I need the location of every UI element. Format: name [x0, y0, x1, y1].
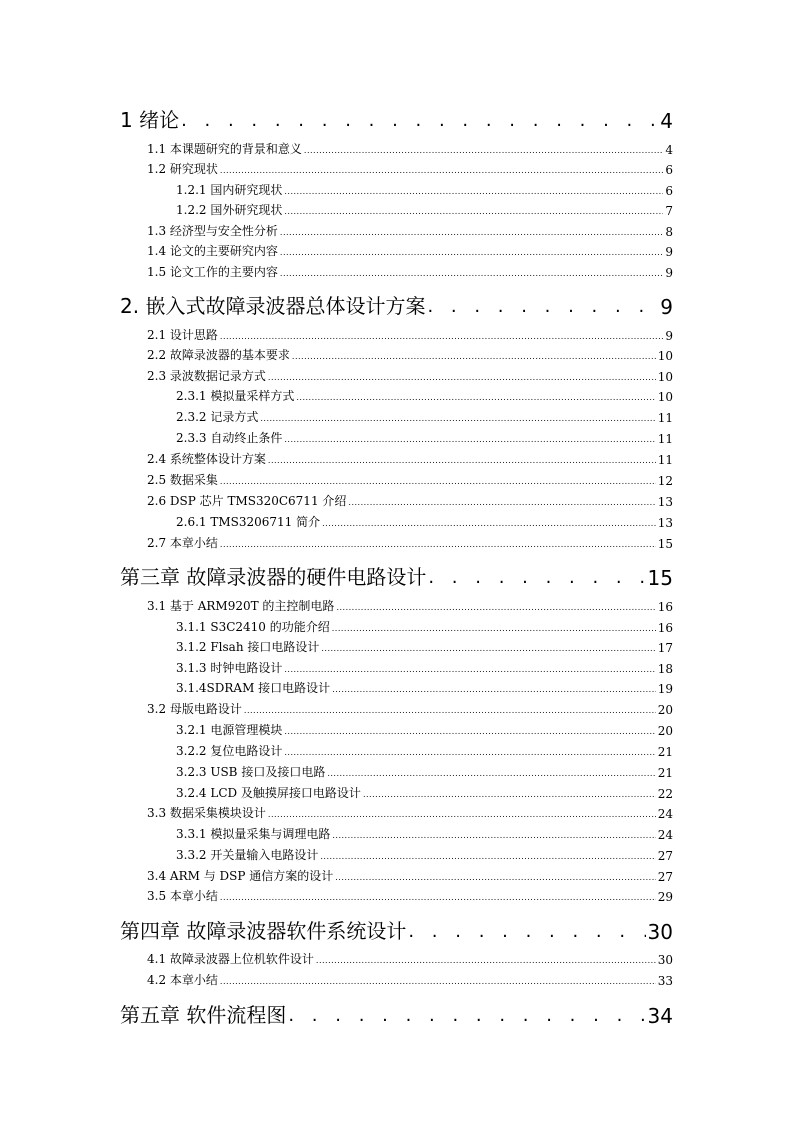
toc-section-entry[interactable] [176, 741, 673, 759]
toc-entry-page-number: 12 [657, 474, 673, 488]
dot-leader [332, 832, 655, 842]
dot-leader [220, 978, 656, 988]
dot-leader [268, 457, 656, 467]
toc-section-entry[interactable] [176, 180, 673, 198]
toc-entry-title: 1.2.2 国外研究现状 [176, 203, 283, 217]
dot-leader [244, 707, 656, 717]
toc-entry-page-number: 15 [657, 537, 673, 551]
toc-entry-page-number: 30 [657, 953, 673, 967]
dot-leader [220, 333, 663, 343]
toc-entry-title: 2.3.2 记录方式 [176, 410, 259, 424]
toc-chapter-entry[interactable] [120, 998, 673, 1028]
dot-leader [284, 749, 655, 759]
toc-section-entry[interactable] [147, 262, 673, 280]
toc-entry-page-number: 20 [657, 724, 673, 738]
toc-entry-page-number: 21 [657, 766, 673, 780]
toc-entry-title: 4.1 故障录波器上位机软件设计 [147, 952, 314, 966]
toc-chapter-entry[interactable] [120, 914, 673, 944]
toc-entry-page-number: 19 [657, 682, 673, 696]
toc-entry-title: 2.6.1 TMS3206711 简介 [176, 515, 321, 529]
toc-entry-page-number: 11 [657, 432, 673, 446]
toc-entry-title: 3.3.1 模拟量采集与调理电路 [176, 827, 331, 841]
toc-section-entry[interactable] [147, 491, 673, 509]
toc-entry-title: 2. 嵌入式故障录波器总体设计方案 [120, 294, 426, 318]
toc-entry-page-number: 29 [657, 890, 673, 904]
toc-section-entry[interactable] [147, 241, 673, 259]
dot-leader [181, 111, 658, 133]
toc-entry-title: 4.2 本章小结 [147, 973, 218, 987]
toc-section-entry[interactable] [147, 803, 673, 821]
toc-section-entry[interactable] [147, 449, 673, 467]
toc-section-entry[interactable] [176, 720, 673, 738]
toc-section-entry[interactable] [176, 407, 673, 425]
toc-entry-page-number: 9 [665, 266, 673, 280]
dot-leader [348, 499, 655, 509]
toc-entry-title: 2.3.1 模拟量采样方式 [176, 389, 295, 403]
toc-entry-page-number: 11 [657, 411, 673, 425]
toc-entry-title: 3.4 ARM 与 DSP 通信方案的设计 [147, 869, 334, 883]
dot-leader [322, 520, 656, 530]
dot-leader [220, 478, 656, 488]
dot-leader [284, 728, 655, 738]
dot-leader [427, 297, 658, 319]
toc-entry-title: 3.3 数据采集模块设计 [147, 806, 266, 820]
toc-entry-page-number: 16 [657, 621, 673, 635]
dot-leader [316, 957, 656, 967]
dot-leader [296, 394, 655, 404]
toc-section-entry[interactable] [147, 221, 673, 239]
toc-entry-title: 2.1 设计思路 [147, 328, 218, 342]
toc-section-entry[interactable] [176, 678, 673, 696]
toc-entry-title: 1 绪论 [120, 108, 180, 132]
toc-section-entry[interactable] [147, 866, 673, 884]
toc-section-entry[interactable] [176, 762, 673, 780]
toc-section-entry[interactable] [147, 699, 673, 717]
toc-entry-page-number: 4 [665, 143, 673, 157]
toc-entry-title: 2.4 系统整体设计方案 [147, 452, 266, 466]
toc-section-entry[interactable] [176, 824, 673, 842]
toc-entry-title: 3.2 母版电路设计 [147, 702, 242, 716]
toc-section-entry[interactable] [147, 366, 673, 384]
toc-entry-page-number: 10 [657, 370, 673, 384]
toc-entry-title: 3.1.2 Flsah 接口电路设计 [176, 640, 320, 654]
toc-entry-title: 3.1 基于 ARM920T 的主控制电路 [147, 599, 335, 613]
toc-entry-title: 3.1.1 S3C2410 的功能介绍 [176, 620, 330, 634]
toc-section-entry[interactable] [147, 533, 673, 551]
dot-leader [220, 541, 656, 551]
dot-leader [220, 894, 656, 904]
toc-entry-title: 2.7 本章小结 [147, 536, 218, 550]
toc-entry-page-number: 33 [657, 974, 673, 988]
toc-entry-title: 3.3.2 开关量输入电路设计 [176, 848, 319, 862]
toc-section-entry[interactable] [176, 428, 673, 446]
toc-entry-page-number: 15 [647, 566, 673, 590]
toc-entry-page-number: 27 [657, 870, 673, 884]
toc-entry-page-number: 10 [657, 390, 673, 404]
toc-section-entry[interactable] [176, 658, 673, 676]
dot-leader [268, 374, 656, 384]
toc-entry-page-number: 24 [657, 828, 673, 842]
dot-leader [336, 604, 655, 614]
dot-leader [284, 188, 663, 198]
toc-section-entry[interactable] [147, 470, 673, 488]
toc-entry-title: 2.5 数据采集 [147, 473, 218, 487]
toc-entry-page-number: 34 [647, 1004, 673, 1028]
toc-entry-title: 3.1.3 时钟电路设计 [176, 661, 283, 675]
toc-entry-page-number: 20 [657, 703, 673, 717]
dot-leader [288, 1006, 645, 1028]
toc-entry-page-number: 6 [665, 163, 673, 177]
toc-entry-title: 3.2.1 电源管理模块 [176, 723, 283, 737]
dot-leader [280, 270, 663, 280]
dot-leader [304, 147, 663, 157]
toc-entry-page-number: 16 [657, 600, 673, 614]
toc-entry-title: 3.2.2 复位电路设计 [176, 744, 283, 758]
toc-entry-page-number: 27 [657, 849, 673, 863]
toc-section-entry[interactable] [176, 617, 673, 635]
toc-entry-title: 2.3.3 自动终止条件 [176, 431, 283, 445]
toc-section-entry[interactable] [176, 200, 673, 218]
toc-entry-title: 第三章 故障录波器的硬件电路设计 [120, 565, 427, 589]
toc-entry-page-number: 9 [660, 295, 673, 319]
toc-entry-title: 1.4 论文的主要研究内容 [147, 244, 278, 258]
toc-entry-page-number: 22 [657, 787, 673, 801]
dot-leader [363, 791, 656, 801]
toc-entry-title: 3.1.4SDRAM 接口电路设计 [176, 681, 331, 695]
toc-entry-page-number: 10 [657, 349, 673, 363]
dot-leader [260, 415, 655, 425]
toc-entry-title: 1.2 研究现状 [147, 162, 218, 176]
toc-entry-title: 1.2.1 国内研究现状 [176, 183, 283, 197]
toc-entry-title: 第五章 软件流程图 [120, 1003, 287, 1027]
toc-entry-title: 2.6 DSP 芯片 TMS320C6711 介绍 [147, 494, 347, 508]
toc-section-entry[interactable] [176, 512, 673, 530]
toc-entry-title: 2.3 录波数据记录方式 [147, 369, 266, 383]
toc-entry-page-number: 18 [657, 662, 673, 676]
dot-leader [335, 874, 655, 884]
dot-leader [284, 666, 655, 676]
toc-entry-page-number: 7 [665, 204, 673, 218]
toc-entry-page-number: 6 [665, 184, 673, 198]
dot-leader [428, 568, 645, 590]
toc-entry-page-number: 9 [665, 245, 673, 259]
toc-entry-title: 2.2 故障录波器的基本要求 [147, 348, 290, 362]
dot-leader [268, 811, 656, 821]
toc-section-entry[interactable] [147, 886, 673, 904]
toc-entry-page-number: 4 [660, 109, 673, 133]
toc-chapter-entry[interactable] [120, 560, 673, 590]
toc-entry-page-number: 30 [647, 920, 673, 944]
toc-entry-page-number: 21 [657, 745, 673, 759]
toc-section-entry[interactable] [176, 386, 673, 404]
dot-leader [332, 625, 656, 635]
dot-leader [292, 353, 656, 363]
toc-entry-page-number: 9 [665, 329, 673, 343]
toc-section-entry[interactable] [176, 783, 673, 801]
toc-entry-page-number: 17 [657, 641, 673, 655]
dot-leader [327, 770, 655, 780]
toc-entry-title: 1.1 本课题研究的背景和意义 [147, 142, 302, 156]
toc-section-entry[interactable] [147, 325, 673, 343]
toc-entry-page-number: 24 [657, 807, 673, 821]
dot-leader [332, 686, 656, 696]
toc-entry-page-number: 8 [665, 225, 673, 239]
toc-entry-page-number: 13 [657, 495, 673, 509]
dot-leader [280, 249, 663, 259]
toc-chapter-entry[interactable] [120, 103, 673, 133]
dot-leader [220, 167, 663, 177]
toc-section-entry[interactable] [147, 139, 673, 157]
toc-entry-title: 1.5 论文工作的主要内容 [147, 265, 278, 279]
toc-entry-title: 3.2.3 USB 接口及接口电路 [176, 765, 326, 779]
dot-leader [321, 645, 655, 655]
dot-leader [284, 436, 655, 446]
toc-entry-title: 1.3 经济型与安全性分析 [147, 224, 278, 238]
toc-entry-title: 3.5 本章小结 [147, 889, 218, 903]
toc-section-entry[interactable] [147, 596, 673, 614]
dot-leader [280, 229, 663, 239]
toc-entry-title: 第四章 故障录波器软件系统设计 [120, 919, 407, 943]
dot-leader [408, 922, 645, 944]
toc-section-entry[interactable] [147, 159, 673, 177]
toc-section-entry[interactable] [147, 345, 673, 363]
toc-section-entry[interactable] [176, 637, 673, 655]
toc-entry-page-number: 11 [657, 453, 673, 467]
toc-entry-title: 3.2.4 LCD 及触摸屏接口电路设计 [176, 786, 361, 800]
toc-entry-page-number: 13 [657, 516, 673, 530]
dot-leader [284, 208, 663, 218]
dot-leader [320, 853, 655, 863]
toc-chapter-entry[interactable] [120, 289, 673, 319]
toc-section-entry[interactable] [176, 845, 673, 863]
toc-section-entry[interactable] [147, 970, 673, 988]
toc-section-entry[interactable] [147, 949, 673, 967]
